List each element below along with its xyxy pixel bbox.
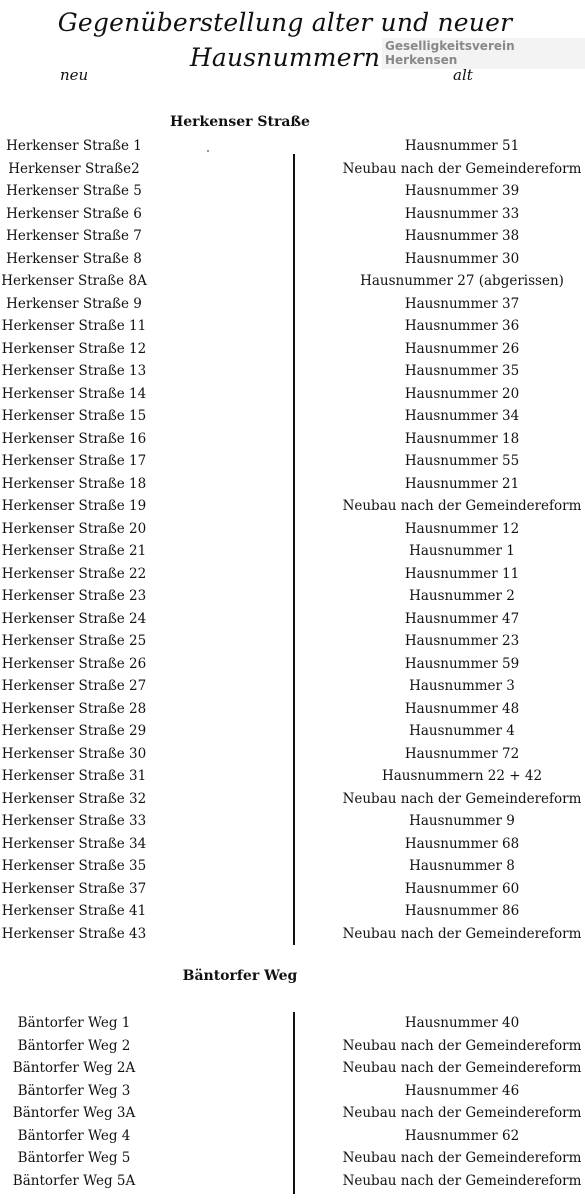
old-house-number: Hausnummer 11: [404, 565, 520, 582]
new-address: Herkenser Straße 32: [1, 790, 147, 807]
table-row: [0, 135, 585, 158]
new-address: Herkenser Straße 28: [1, 700, 147, 717]
old-house-number: Hausnummer 36: [404, 318, 520, 334]
new-address: Herkenser Straße 33: [1, 813, 147, 829]
table-row: [0, 855, 585, 878]
new-address: Bäntorfer Weg 5A: [12, 1172, 136, 1189]
new-address: Herkenser Straße2: [8, 160, 140, 177]
old-house-number: Hausnummer 59: [404, 655, 520, 672]
old-house-number: Hausnummer 46: [404, 1082, 520, 1099]
new-address: Herkenser Straße 11: [1, 318, 147, 334]
table-row: [0, 203, 585, 226]
old-house-number: Hausnummer 86: [404, 903, 520, 919]
old-house-number: Hausnummer 20: [404, 385, 520, 402]
table-row: [0, 810, 585, 833]
table-row: [0, 900, 585, 923]
old-house-number: Hausnummern 22 + 42: [381, 768, 543, 784]
new-address: Herkenser Straße 41: [1, 903, 147, 919]
new-address: Herkenser Straße 9: [6, 295, 142, 312]
table-row: [0, 1102, 585, 1125]
organization-watermark: Geselligkeitsverein Herkensen: [382, 38, 585, 69]
old-house-number: Hausnummer 48: [404, 700, 520, 717]
table-row: [0, 788, 585, 811]
table-row: [0, 405, 585, 428]
old-house-number: Neubau nach der Gemeindereform: [342, 790, 582, 807]
new-address: Herkenser Straße 8A: [1, 273, 147, 289]
new-address: Bäntorfer Weg 2A: [12, 1060, 136, 1076]
table-row: [0, 743, 585, 766]
old-house-number: Hausnummer 1: [409, 543, 515, 559]
table-row: [0, 1080, 585, 1103]
old-house-number: Neubau nach der Gemeindereform: [342, 160, 582, 177]
old-house-number: Neubau nach der Gemeindereform: [342, 925, 582, 942]
old-house-number: Hausnummer 47: [404, 610, 520, 627]
new-address: Herkenser Straße 14: [1, 385, 147, 402]
table-row: [0, 1057, 585, 1080]
new-address: Herkenser Straße 15: [1, 408, 147, 424]
new-address: Herkenser Straße 18: [1, 475, 147, 492]
old-house-number: Hausnummer 72: [404, 745, 520, 762]
new-address: Bäntorfer Weg 3: [17, 1082, 131, 1099]
new-address: Herkenser Straße 13: [1, 363, 147, 379]
new-address: Herkenser Straße 1: [6, 138, 142, 154]
old-house-number: Hausnummer 38: [404, 228, 520, 244]
new-address: Herkenser Straße 25: [1, 633, 147, 649]
table-row: [0, 833, 585, 856]
column-header-new: neu: [60, 66, 89, 84]
new-address: Herkenser Straße 24: [1, 610, 147, 627]
new-address: Herkenser Straße 20: [1, 520, 147, 537]
old-house-number: Hausnummer 30: [404, 250, 520, 267]
old-house-number: Neubau nach der Gemeindereform: [342, 1037, 582, 1054]
new-address: Herkenser Straße 34: [1, 835, 147, 852]
table-row: [0, 630, 585, 653]
address-table-herkenser-strasse: [0, 135, 585, 945]
new-address: Herkenser Straße 37: [1, 880, 147, 897]
table-row: [0, 360, 585, 383]
new-address: Herkenser Straße 17: [1, 453, 147, 469]
new-address: Bäntorfer Weg 1: [17, 1015, 131, 1031]
table-row: [0, 878, 585, 901]
old-house-number: Hausnummer 39: [404, 183, 520, 199]
table-row: [0, 158, 585, 181]
table-row: [0, 518, 585, 541]
old-house-number: Hausnummer 33: [404, 205, 520, 222]
new-address: Herkenser Straße 8: [6, 250, 142, 267]
new-address: Herkenser Straße 43: [1, 925, 147, 942]
table-row: [0, 1170, 585, 1193]
old-house-number: Hausnummer 9: [409, 813, 515, 829]
old-house-number: Hausnummer 40: [404, 1015, 520, 1031]
table-row: [0, 1035, 585, 1058]
old-house-number: Neubau nach der Gemeindereform: [342, 1105, 582, 1121]
new-address: Herkenser Straße 31: [1, 768, 147, 784]
new-address: Bäntorfer Weg 2: [17, 1037, 131, 1054]
table-row: [0, 473, 585, 496]
table-row: [0, 270, 585, 293]
table-row: [0, 765, 585, 788]
new-address: Bäntorfer Weg 3A: [12, 1105, 136, 1121]
old-house-number: Hausnummer 26: [404, 340, 520, 357]
table-row: [0, 1012, 585, 1035]
table-row: [0, 225, 585, 248]
new-address: Herkenser Straße 23: [1, 588, 147, 604]
new-address: Herkenser Straße 27: [1, 678, 147, 694]
old-house-number: Hausnummer 12: [404, 520, 520, 537]
old-house-number: Hausnummer 35: [404, 363, 520, 379]
table-row: [0, 608, 585, 631]
table-row: [0, 540, 585, 563]
old-house-number: Hausnummer 68: [404, 835, 520, 852]
table-row: [0, 1125, 585, 1148]
new-address: Herkenser Straße 26: [1, 655, 147, 672]
old-house-number: Hausnummer 37: [404, 295, 520, 312]
new-address: Herkenser Straße 6: [6, 205, 142, 222]
old-house-number: Hausnummer 27 (abgerissen): [360, 273, 564, 289]
table-row: [0, 180, 585, 203]
old-house-number: Hausnummer 55: [404, 453, 520, 469]
table-row: [0, 428, 585, 451]
old-house-number: Hausnummer 18: [404, 430, 520, 447]
new-address: Herkenser Straße 21: [1, 543, 147, 559]
new-address: Herkenser Straße 35: [1, 858, 147, 874]
new-address: Herkenser Straße 7: [6, 228, 142, 244]
section-title-baentorfer-weg: Bäntorfer Weg: [182, 968, 298, 984]
table-row: [0, 585, 585, 608]
new-address: Herkenser Straße 19: [1, 498, 147, 514]
address-table-baentorfer-weg: [0, 1012, 585, 1192]
old-house-number: Neubau nach der Gemeindereform: [342, 1172, 582, 1189]
old-house-number: Hausnummer 34: [404, 408, 520, 424]
old-house-number: Hausnummer 62: [404, 1127, 520, 1144]
table-row: [0, 1147, 585, 1170]
old-house-number: Neubau nach der Gemeindereform: [342, 1060, 582, 1076]
table-row: [0, 495, 585, 518]
table-row: [0, 338, 585, 361]
new-address: Herkenser Straße 5: [6, 183, 142, 199]
table-row: [0, 653, 585, 676]
column-header-old: alt: [453, 66, 473, 84]
table-row: [0, 293, 585, 316]
title-line-2: Hausnummern: [189, 43, 381, 72]
old-house-number: Hausnummer 23: [404, 633, 520, 649]
new-address: Herkenser Straße 29: [1, 723, 147, 739]
old-house-number: Neubau nach der Gemeindereform: [342, 1150, 582, 1166]
table-row: [0, 383, 585, 406]
table-row: [0, 675, 585, 698]
old-house-number: Hausnummer 2: [409, 588, 515, 604]
old-house-number: Hausnummer 3: [409, 678, 515, 694]
new-address: Herkenser Straße 22: [1, 565, 147, 582]
old-house-number: Hausnummer 8: [409, 858, 515, 874]
new-address: Herkenser Straße 30: [1, 745, 147, 762]
old-house-number: Hausnummer 4: [409, 723, 515, 739]
table-row: [0, 450, 585, 473]
old-house-number: Neubau nach der Gemeindereform: [342, 498, 582, 514]
new-address: Bäntorfer Weg 5: [17, 1150, 131, 1166]
new-address: Herkenser Straße 12: [1, 340, 147, 357]
table-row: [0, 720, 585, 743]
table-row: [0, 563, 585, 586]
old-house-number: Hausnummer 21: [404, 475, 520, 492]
old-house-number: Hausnummer 60: [404, 880, 520, 897]
table-row: [0, 315, 585, 338]
old-house-number: Hausnummer 51: [404, 138, 520, 154]
new-address: Herkenser Straße 16: [1, 430, 147, 447]
table-row: [0, 698, 585, 721]
table-row: [0, 248, 585, 271]
table-row: [0, 923, 585, 946]
title-line-1: Gegenüberstellung alter und neuer: [57, 8, 513, 37]
new-address: Bäntorfer Weg 4: [17, 1127, 131, 1144]
section-title-herkenser-strasse: Herkenser Straße: [170, 114, 310, 130]
